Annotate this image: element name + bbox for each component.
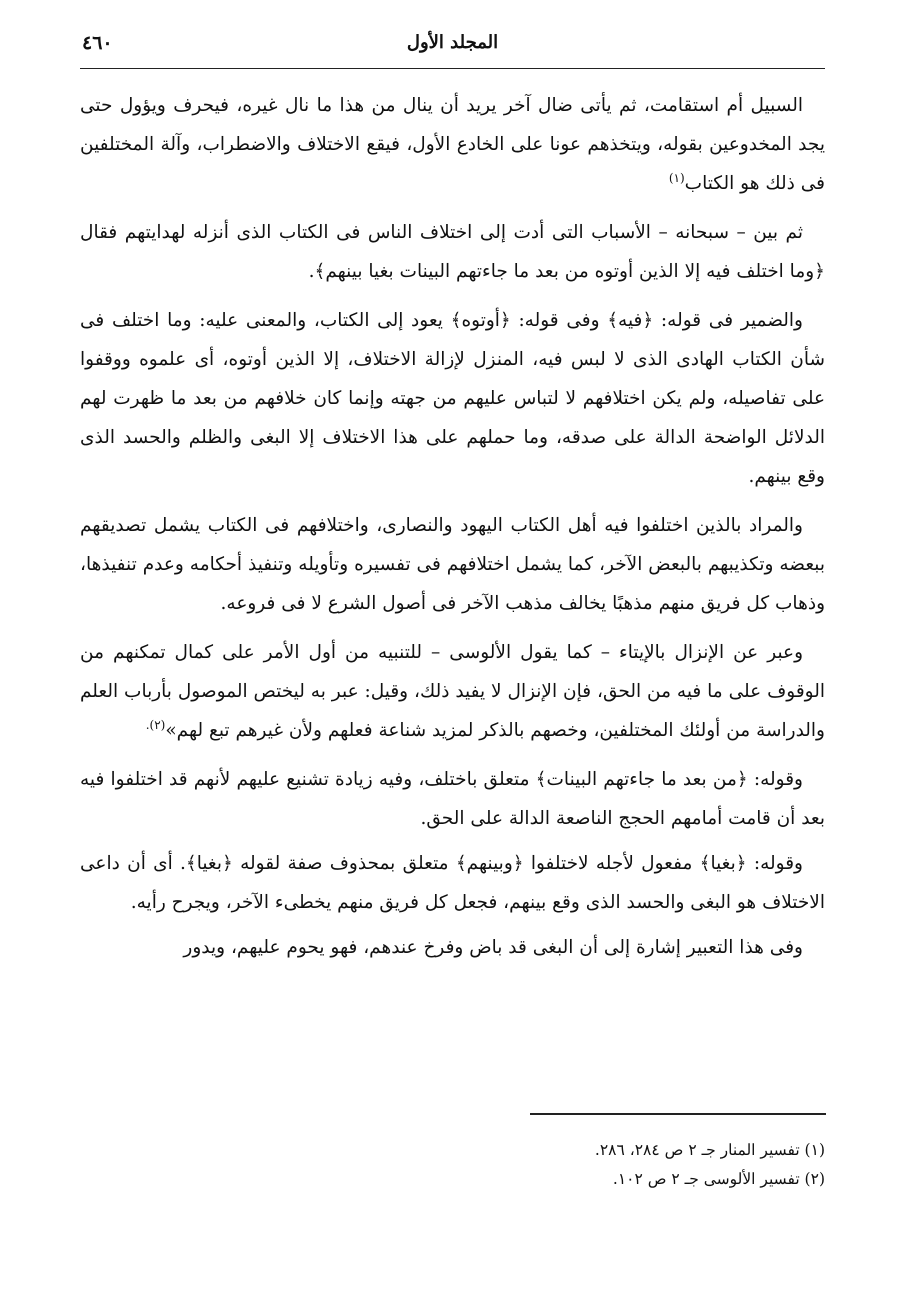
footnote-1: (١) تفسير المنار جـ ٢ ص ٢٨٤، ٢٨٦.: [594, 1141, 825, 1159]
paragraph-5: وعبر عن الإنزال بالإيتاء – كما يقول الألوسى – للتنبيه من أول الأمر على كمال تمكنهم من الوقوف على ما فيه من الحق، فإن الإنزال لا يفيد ذلك، وقيل: عبر به ليختص الموصول بأرباب العلم والدراسة من أولئك المختلفين، وخصهم بالذكر لمزيد شناعة فعلهم ولأن غيرهم تبع لهم»$^{(٢).}$: [80, 642, 825, 741]
body-text: [80, 86, 825, 973]
paragraph-3: والضمير فى قوله: ﴿فيه﴾ وفى قوله: ﴿أوتوه﴾ يعود إلى الكتاب، والمعنى عليه: وما اختلف فى شأن الكتاب الهادى الذى لا لبس فيه، المنزل لإزالة الاختلاف، إلا الذين أوتوه، أى علموه ووقفوا على تفاصيله، ولم يكن اختلافهم لا لتباس عليهم من جهته وإنما كان خلافهم من بعد ما ظهرت لهم الدلائل الواضحة الدالة على صدقه، وما حملهم على هذا الاختلاف إلا البغى والظلم والحسد الذى وقع بينهم.: [80, 310, 825, 487]
paragraph-7: وقوله: ﴿بغيا﴾ مفعول لأجله لاختلفوا ﴿وبينهم﴾ متعلق بمحذوف صفة لقوله ﴿بغيا﴾. أى أن داعى الاختلاف هو البغى والحسد الذى وقع بينهم، فجعل كل فريق منهم يخطىء الآخر، ويجرح رأيه.: [80, 853, 825, 913]
footnote-2: (٢) تفسير الألوسى جـ ٢ ص ١٠٢.: [612, 1170, 825, 1188]
footnote-rule: [530, 1113, 826, 1115]
footnotes: [300, 1136, 825, 1194]
paragraph-4: والمراد بالذين اختلفوا فيه أهل الكتاب اليهود والنصارى، واختلافهم فى الكتاب يشمل تصديقهم ببعضه وتكذيبهم بالبعض الآخر، كما يشمل اختلافهم فى تفسيره وتأويله وتنفيذ أحكامه وعدم تنفيذها، وذهاب كل فريق منهم مذهبًا يخالف مذهب الآخر فى أصول الشرع لا فى فروعه.: [80, 515, 825, 614]
paragraph-6: وقوله: ﴿من بعد ما جاءتهم البينات﴾ متعلق باختلف، وفيه زيادة تشنيع عليهم لأنهم قد اختلفوا فيه بعد أن قامت أمامهم الحجج الناصعة الدالة على الحق.: [80, 769, 825, 829]
header-rule: [80, 68, 825, 69]
paragraph-2: ثم بين – سبحانه – الأسباب التى أدت إلى اختلاف الناس فى الكتاب الذى أنزله لهدايتهم فقال ﴿وما اختلف فيه إلا الذين أوتوه من بعد ما جاءتهم البينات بغيا بينهم﴾.: [80, 222, 825, 282]
page-header: [80, 32, 825, 64]
footnote-ref-2: (٢).: [145, 717, 166, 732]
page-number: ٤٦٠: [82, 32, 113, 54]
running-title: المجلد الأول: [406, 32, 499, 53]
paragraph-1: السبيل أم استقامت، ثم يأتى ضال آخر يريد أن ينال من هذا ما نال غيره، فيحرف ويؤول حتى يجد المخدوعين بقوله، ويتخذهم عونا على الخادع الأول، فيقع الاختلاف والاضطراب، وآلة المختلفين فى ذلك هو الكتاب$^{(١)}$: [80, 95, 825, 194]
paragraph-8: وفى هذا التعبير إشارة إلى أن البغى قد باض وفرخ عندهم، فهو يحوم عليهم، ويدور: [183, 937, 803, 958]
footnote-ref-1: (١): [668, 170, 685, 185]
